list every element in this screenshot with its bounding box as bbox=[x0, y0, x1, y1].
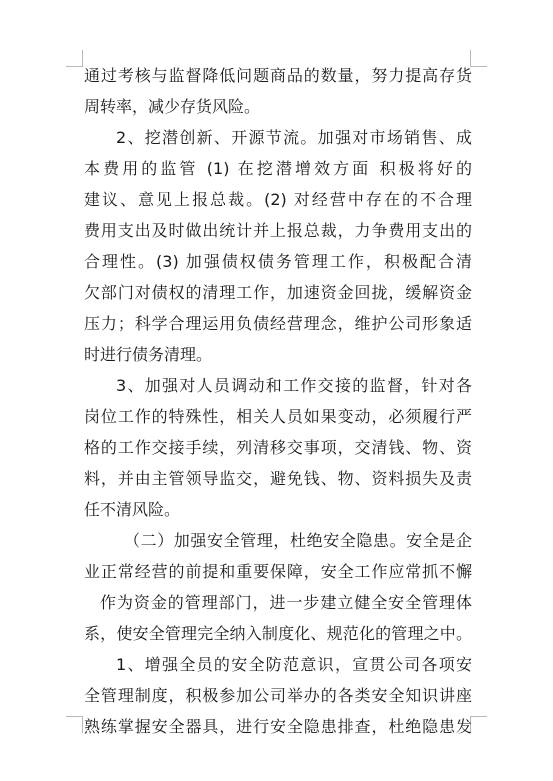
paragraph-line: 3、加强对人员调动和工作交接的监督，针对各 bbox=[116, 376, 472, 395]
paragraph-line: 欠部门对债权的清理工作，加速资金回拢，缓解资金 bbox=[84, 283, 472, 302]
paragraph-line: 任不清风险。 bbox=[84, 500, 181, 519]
crop-mark-top-right bbox=[470, 50, 487, 67]
crop-mark-bottom-left bbox=[66, 716, 83, 733]
paragraph-line: 熟练掌握安全器具，进行安全隐患排查，杜绝隐患发 bbox=[84, 717, 472, 736]
paragraph-line: 周转率，减少存货风险。 bbox=[84, 97, 261, 116]
paragraph-line: 合理性。(3) 加强债权债务管理工作，积极配合清 bbox=[84, 252, 472, 271]
paragraph-line: 岗位工作的特殊性，相关人员如果变动，必须履行严 bbox=[84, 407, 472, 426]
crop-mark-top-left bbox=[66, 50, 83, 67]
paragraph-line: 压力；科学合理运用负债经营理念，维护公司形象适 bbox=[84, 314, 472, 333]
paragraph-line: 全管理制度，积极参加公司举办的各类安全知识讲座 bbox=[84, 686, 472, 705]
paragraph-line: 料，并由主管领导监交，避免钱、物、资料损失及责 bbox=[84, 469, 472, 488]
paragraph-line: 费用支出及时做出统计并上报总裁，力争费用支出的 bbox=[84, 221, 472, 240]
paragraph-line: 本费用的监管 (1) 在挖潜增效方面 积极将好的 bbox=[84, 159, 472, 178]
paragraph-line: 格的工作交接手续，列清移交事项，交清钱、物、资 bbox=[84, 438, 472, 457]
crop-mark-bottom-right bbox=[470, 716, 487, 733]
paragraph-line: 作为资金的管理部门，进一步建立健全安全管理体 bbox=[100, 593, 472, 612]
paragraph-line: 建议、意见上报总裁。(2) 对经营中存在的不合理 bbox=[84, 190, 472, 209]
paragraph-line: 系，使安全管理完全纳入制度化、规范化的管理之中。 bbox=[84, 624, 472, 643]
paragraph-line: 2、挖潜创新、开源节流。加强对市场销售、成 bbox=[116, 128, 472, 147]
paragraph-line: 1、增强全员的安全防范意识，宣贯公司各项安 bbox=[116, 655, 472, 674]
paragraph-line: 通过考核与监督降低问题商品的数量，努力提高存货 bbox=[84, 66, 472, 85]
paragraph-line: 时进行债务清理。 bbox=[84, 345, 213, 364]
paragraph-line: 业正常经营的前提和重要保障，安全工作应常抓不懈 bbox=[84, 562, 472, 581]
section-heading-line: （二）加强安全管理，杜绝安全隐患。安全是企 bbox=[124, 531, 472, 550]
